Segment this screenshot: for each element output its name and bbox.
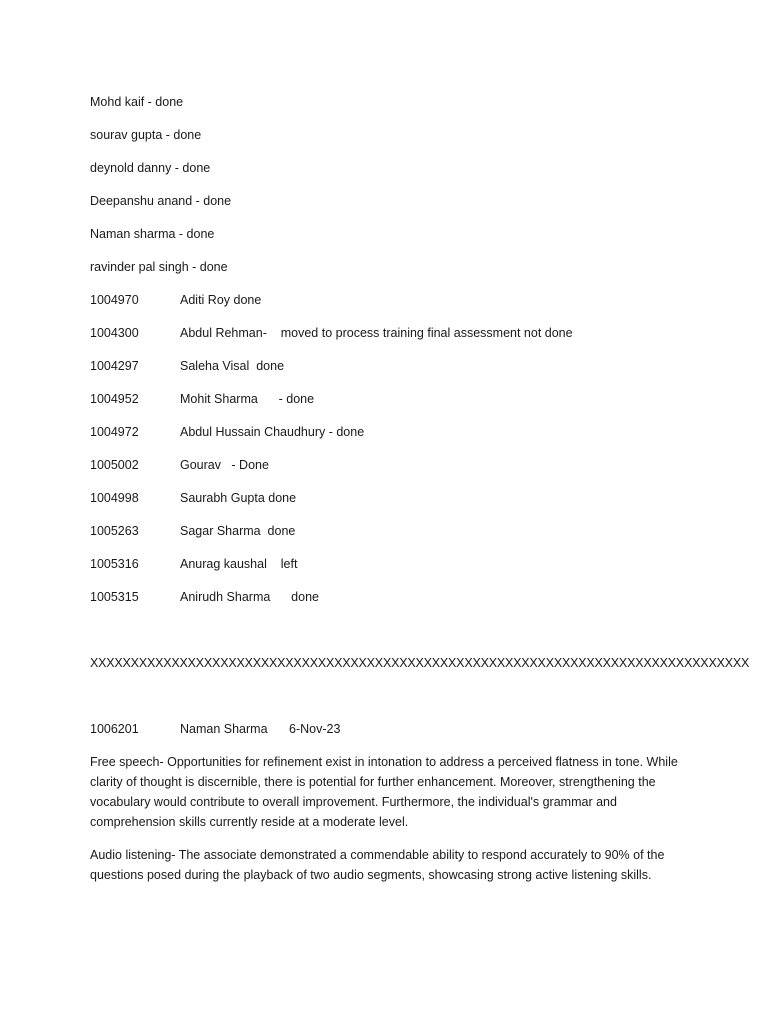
blank-line — [90, 620, 690, 640]
status-line: deynold danny - done — [90, 161, 211, 175]
assessment-id: 1006201 — [90, 722, 139, 736]
employee-row — [90, 389, 690, 409]
employee-status: Aditi Roy done — [180, 293, 262, 307]
employee-id: 1004998 — [90, 491, 139, 505]
blank-line — [90, 686, 690, 706]
employee-status: Anirudh Sharma done — [180, 590, 319, 604]
employee-row — [90, 554, 690, 574]
employee-row — [90, 488, 690, 508]
status-line: Naman sharma - done — [90, 227, 215, 241]
assessment-header — [90, 719, 690, 739]
separator-line: XXXXXXXXXXXXXXXXXXXXXXXXXXXXXXXXXXXXXXXXXXXXXXXXXXXXXXXXXXXXXXXXXXXXXXXXXXXXXXXXX — [90, 656, 750, 670]
employee-status: Abdul Hussain Chaudhury - done — [180, 425, 365, 439]
employee-row — [90, 455, 690, 475]
employee-id: 1005263 — [90, 524, 139, 538]
employee-row — [90, 323, 690, 343]
employee-id: 1005315 — [90, 590, 139, 604]
document-page — [90, 92, 750, 898]
employee-status: Anurag kaushal left — [180, 557, 298, 571]
employee-id: 1005316 — [90, 557, 139, 571]
employee-status: Gourav - Done — [180, 458, 269, 472]
employee-status: Saleha Visal done — [180, 359, 285, 373]
employee-row — [90, 521, 690, 541]
employee-status: Saurabh Gupta done — [180, 491, 297, 505]
employee-row — [90, 587, 690, 607]
assessment-name: Naman Sharma — [180, 722, 268, 736]
employee-id: 1004300 — [90, 326, 139, 340]
free-speech-paragraph: Free speech- Opportunities for refinement exist in intonation to address a perceived flatness in tone. While clarity of thought is discernible, there is potential for further enhancement. Moreover, strengthening the vocabulary would contribute to overall improvement. Furthermore, the individual's grammar and comprehension skills currently reside at a moderate level. — [90, 755, 678, 829]
status-line: sourav gupta - done — [90, 128, 202, 142]
employee-id: 1005002 — [90, 458, 139, 472]
employee-id: 1004970 — [90, 293, 139, 307]
employee-id: 1004952 — [90, 392, 139, 406]
employee-row — [90, 356, 690, 376]
status-line: Mohd kaif - done — [90, 95, 184, 109]
status-line: ravinder pal singh - done — [90, 260, 228, 274]
assessment-date: 6-Nov-23 — [289, 722, 341, 736]
employee-id: 1004972 — [90, 425, 139, 439]
employee-status: Abdul Rehman- moved to process training final assessment not done — [180, 326, 573, 340]
employee-id: 1004297 — [90, 359, 139, 373]
audio-listening-paragraph: Audio listening- The associate demonstrated a commendable ability to respond accurately to 90% of the questions posed during the playback of two audio segments, showcasing strong active listening skills. — [90, 848, 665, 882]
employee-row — [90, 290, 690, 310]
employee-status: Mohit Sharma - done — [180, 392, 315, 406]
status-line: Deepanshu anand - done — [90, 194, 232, 208]
employee-row — [90, 422, 690, 442]
employee-status: Sagar Sharma done — [180, 524, 296, 538]
